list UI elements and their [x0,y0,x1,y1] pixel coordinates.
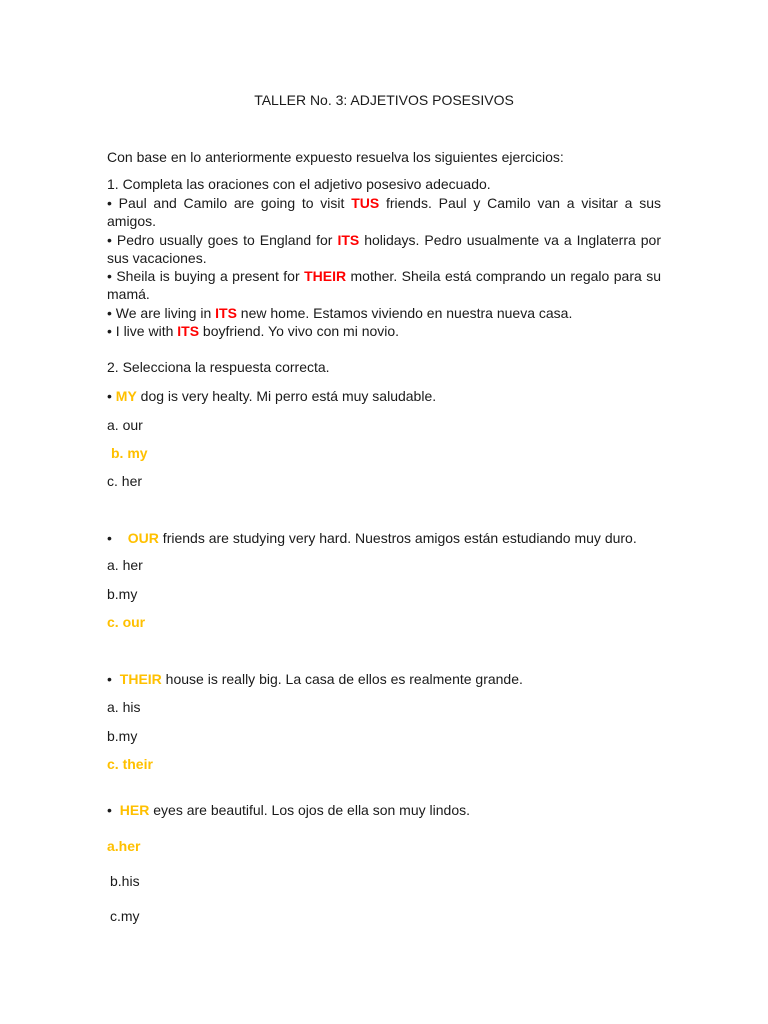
answer-text: THEIR [304,268,347,284]
exercise1-item: • We are living in ITS new home. Estamos viviendo en nuestra nueva casa. [107,305,573,321]
exercise1-item: • Sheila is buying a present for THEIR mother. Sheila está comprando un regalo para su mamá. [107,268,661,303]
option-b-correct: b. my [111,445,148,461]
question-sentence: • THEIR house is really big. La casa de ellos es realmente grande. [107,671,523,687]
intro-text: Con base en lo anteriormente expuesto resuelva los siguientes ejercicios: [107,149,564,165]
answer-text: TUS [351,195,380,211]
exercise1-item: • Paul and Camilo are going to visit TUS friends. Paul y Camilo van a visitar a sus amigos. [107,195,661,230]
section2-heading: 2. Selecciona la respuesta correcta. [107,359,330,375]
question-sentence: • MY dog is very healty. Mi perro está muy saludable. [107,388,437,404]
exercise1-item: • I live with ITS boyfriend. Yo vivo con mi novio. [107,323,400,339]
option-a: a. his [107,699,141,715]
option-c: c.my [110,908,140,924]
answer-text: MY [115,388,137,404]
answer-text: HER [119,802,150,818]
exercise1-item: • Pedro usually goes to England for ITS holidays. Pedro usualmente va a Inglaterra por sus vacaciones. [107,232,661,267]
section1-heading: 1. Completa las oraciones con el adjetivo posesivo adecuado. [107,176,491,192]
option-b: b.his [110,873,140,889]
question-sentence: • HER eyes are beautiful. Los ojos de ella son muy lindos. [107,802,470,818]
option-c-correct: c. our [107,614,146,630]
answer-text: ITS [215,305,237,321]
answer-text: ITS [337,232,360,248]
option-b: b.my [107,586,138,602]
option-c-correct: c. their [107,756,153,772]
option-a: a. her [107,557,143,573]
option-a: a. our [107,417,143,433]
answer-text: ITS [177,323,200,339]
question-sentence: • OUR friends are studying very hard. Nuestros amigos están estudiando muy duro. [107,530,637,546]
answer-text: THEIR [119,671,162,687]
answer-text: OUR [127,530,159,546]
option-a-correct: a.her [107,838,141,854]
option-b: b.my [107,728,138,744]
option-c: c. her [107,473,143,489]
document-title: TALLER No. 3: ADJETIVOS POSESIVOS [254,92,514,108]
